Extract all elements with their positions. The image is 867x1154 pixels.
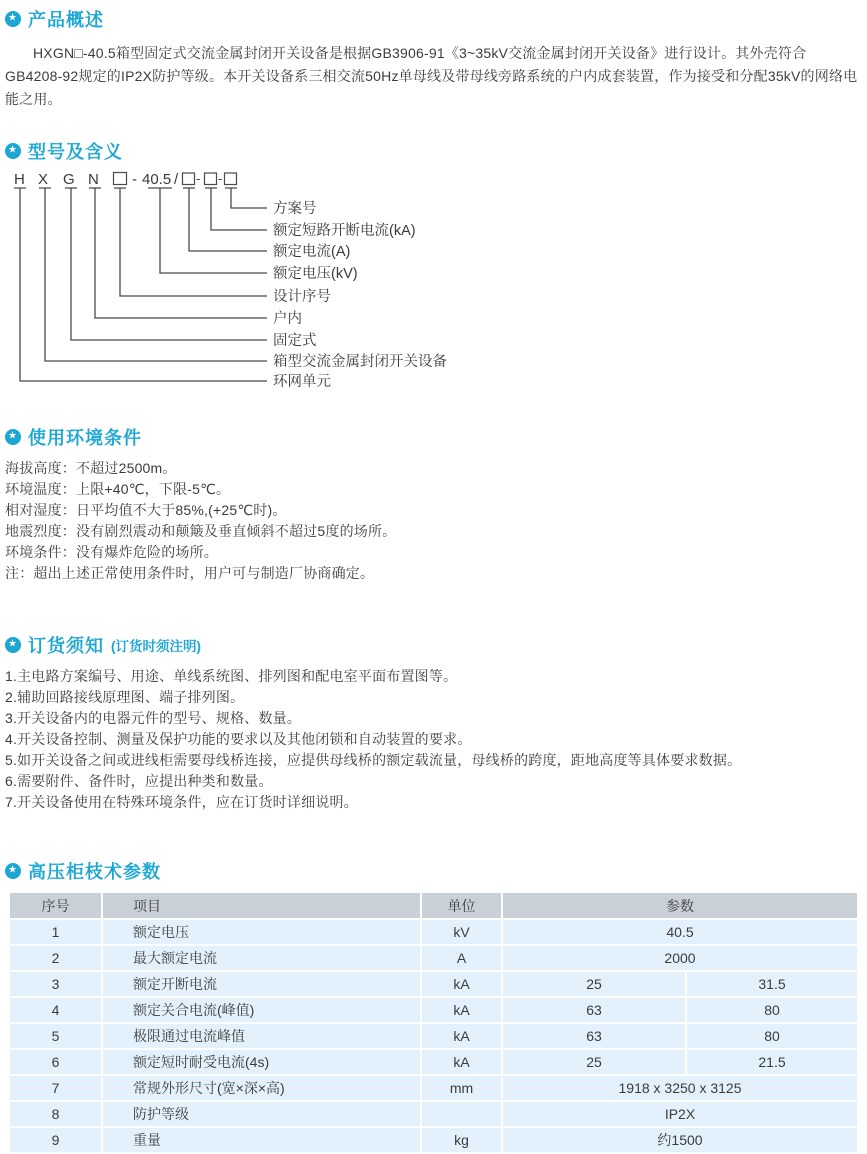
cell-value: 63 — [503, 998, 687, 1024]
cell-item: 最大额定电流 — [103, 946, 422, 972]
cell-value: 80 — [687, 998, 857, 1024]
environment-list — [5, 458, 863, 584]
cell-no: 9 — [10, 1128, 103, 1154]
table-row — [10, 1024, 857, 1050]
model-designation-diagram — [5, 168, 865, 396]
environment-line: 环境温度：上限+40℃，下限-5℃。 — [5, 481, 231, 497]
cell-no: 4 — [10, 998, 103, 1024]
model-diagram-svg — [5, 168, 865, 396]
cell-value: 25 — [503, 972, 687, 998]
cell-item: 防护等级 — [103, 1102, 422, 1128]
environment-line: 相对湿度：日平均值不大于85%,(+25℃时)。 — [5, 502, 287, 518]
ordering-item: 7.开关设备使用在特殊环境条件，应在订货时详细说明。 — [5, 794, 358, 810]
connector-line — [114, 188, 267, 296]
connector-line — [205, 188, 267, 230]
header-value: 参数 — [503, 893, 857, 920]
section-title-parameters: 高压柜枝术参数 — [28, 862, 161, 882]
cell-item: 额定关合电流(峰值) — [103, 998, 422, 1024]
star-circle-icon: ★ — [5, 143, 21, 159]
cell-no: 5 — [10, 1024, 103, 1050]
section-heading-ordering — [5, 635, 863, 655]
cell-no: 8 — [10, 1102, 103, 1128]
model-label: 设计序号 — [273, 289, 331, 305]
environment-line: 环境条件：没有爆炸危险的场所。 — [5, 544, 218, 560]
table-row — [10, 1102, 857, 1128]
cell-item: 常规外形尺寸(宽×深×高) — [103, 1076, 422, 1102]
cell-item: 重量 — [103, 1128, 422, 1154]
header-no: 序号 — [10, 893, 103, 920]
connector-line — [225, 188, 267, 208]
cell-no: 7 — [10, 1076, 103, 1102]
cell-unit: kA — [422, 972, 503, 998]
header-unit: 单位 — [422, 893, 503, 920]
ordering-item: 2.辅助回路接线原理图、端子排列图。 — [5, 689, 245, 705]
cell-value: 约1500 — [503, 1128, 857, 1154]
cell-no: 6 — [10, 1050, 103, 1076]
connector-lines — [14, 188, 267, 381]
star-circle-icon: ★ — [5, 429, 21, 445]
model-label: 额定电流(A) — [273, 244, 351, 260]
cell-value: 80 — [687, 1024, 857, 1050]
cell-no: 3 — [10, 972, 103, 998]
model-code-voltage: 40.5 — [142, 171, 172, 188]
cell-unit: A — [422, 946, 503, 972]
section-heading-overview — [5, 9, 863, 29]
section-title-model: 型号及含义 — [28, 142, 123, 162]
section-heading-environment — [5, 427, 863, 447]
cell-unit: mm — [422, 1076, 503, 1102]
table-row — [10, 1128, 857, 1154]
cell-unit: kA — [422, 998, 503, 1024]
environment-line: 注：超出上述正常使用条件时，用户可与制造厂协商确定。 — [5, 565, 375, 581]
ordering-list — [5, 666, 863, 813]
table-row — [10, 1076, 857, 1102]
star-circle-icon: ★ — [5, 863, 21, 879]
cell-value: 31.5 — [687, 972, 857, 998]
overview-paragraph: HXGN□-40.5箱型固定式交流金属封闭开关设备是根据GB3906-91《3~35kV交流金属封闭开关设备》进行设计。其外壳符合GB4208-92规定的IP2X防护等级。本开关设备系三相交流50Hz单母线及带母线旁路系统的户内成套装置，作为接受和分配35kV的网络电能之用。 — [5, 45, 858, 107]
cell-value: 1918 x 3250 x 3125 — [503, 1076, 857, 1102]
model-label: 固定式 — [273, 333, 317, 349]
environment-line: 地震烈度：没有剧烈震动和颠簸及垂直倾斜不超过5度的场所。 — [5, 523, 397, 539]
model-label: 环网单元 — [273, 374, 331, 390]
model-label: 额定短路开断电流(kA) — [273, 223, 416, 239]
cell-no: 2 — [10, 946, 103, 972]
section-title-environment: 使用环境条件 — [28, 428, 142, 448]
section-title-ordering: 订货须知 — [28, 636, 104, 656]
section-heading-model — [5, 141, 863, 161]
ordering-item: 6.需要附件、备件时，应提出种类和数量。 — [5, 773, 273, 789]
ordering-item: 1.主电路方案编号、用途、单线系统图、排列图和配电室平面布置图等。 — [5, 668, 458, 684]
cell-unit — [422, 1102, 503, 1128]
model-box — [225, 173, 237, 185]
cell-unit: kV — [422, 920, 503, 946]
model-box — [205, 173, 217, 185]
connector-line — [14, 188, 267, 381]
model-code-slash: / — [174, 171, 179, 188]
model-label: 箱型交流金属封闭开关设备 — [273, 354, 447, 370]
section-heading-parameters — [5, 861, 863, 881]
cell-item: 额定开断电流 — [103, 972, 422, 998]
cell-item: 额定短时耐受电流(4s) — [103, 1050, 422, 1076]
cell-value: 63 — [503, 1024, 687, 1050]
cell-no: 1 — [10, 920, 103, 946]
table-row — [10, 920, 857, 946]
model-label: 额定电压(kV) — [273, 266, 358, 282]
table-header-row — [10, 893, 857, 920]
connector-line — [183, 188, 267, 251]
connector-line — [39, 188, 267, 361]
cell-item: 额定电压 — [103, 920, 422, 946]
table-row — [10, 946, 857, 972]
cell-unit: kA — [422, 1024, 503, 1050]
ordering-item: 3.开关设备内的电器元件的型号、规格、数量。 — [5, 710, 302, 726]
environment-line: 海拔高度：不超过2500m。 — [5, 460, 177, 476]
cell-unit: kA — [422, 1050, 503, 1076]
model-label: 方案号 — [273, 201, 317, 217]
table-row — [10, 1050, 857, 1076]
model-code-letter: G — [63, 171, 75, 188]
section-title-overview: 产品概述 — [28, 10, 104, 30]
cell-value: 2000 — [503, 946, 857, 972]
model-code-dash: - — [218, 171, 223, 186]
cell-value: 40.5 — [503, 920, 857, 946]
cell-value: 21.5 — [687, 1050, 857, 1076]
section-subtitle-ordering: (订货时须注明) — [111, 639, 201, 654]
model-code-letter: N — [88, 171, 99, 188]
cell-value: 25 — [503, 1050, 687, 1076]
table-row — [10, 972, 857, 998]
model-code-letter: H — [14, 171, 25, 188]
parameters-table — [10, 893, 857, 1154]
star-circle-icon: ★ — [5, 637, 21, 653]
cell-value: IP2X — [503, 1102, 857, 1128]
ordering-item: 5.如开关设备之间或进线柜需要母线桥连接，应提供母线桥的额定载流量，母线桥的跨度，距地高度等具体要求数据。 — [5, 752, 742, 768]
model-box — [183, 173, 195, 185]
model-code-letter: X — [38, 171, 49, 188]
cell-unit: kg — [422, 1128, 503, 1154]
model-label: 户内 — [273, 311, 302, 327]
star-circle-icon: ★ — [5, 11, 21, 27]
model-box — [114, 173, 127, 185]
model-code-dash: - — [196, 171, 201, 186]
table-row — [10, 998, 857, 1024]
cell-item: 极限通过电流峰值 — [103, 1024, 422, 1050]
header-item: 项目 — [103, 893, 422, 920]
model-code-dash: - — [132, 171, 137, 188]
ordering-item: 4.开关设备控制、测量及保护功能的要求以及其他闭锁和自动装置的要求。 — [5, 731, 472, 747]
